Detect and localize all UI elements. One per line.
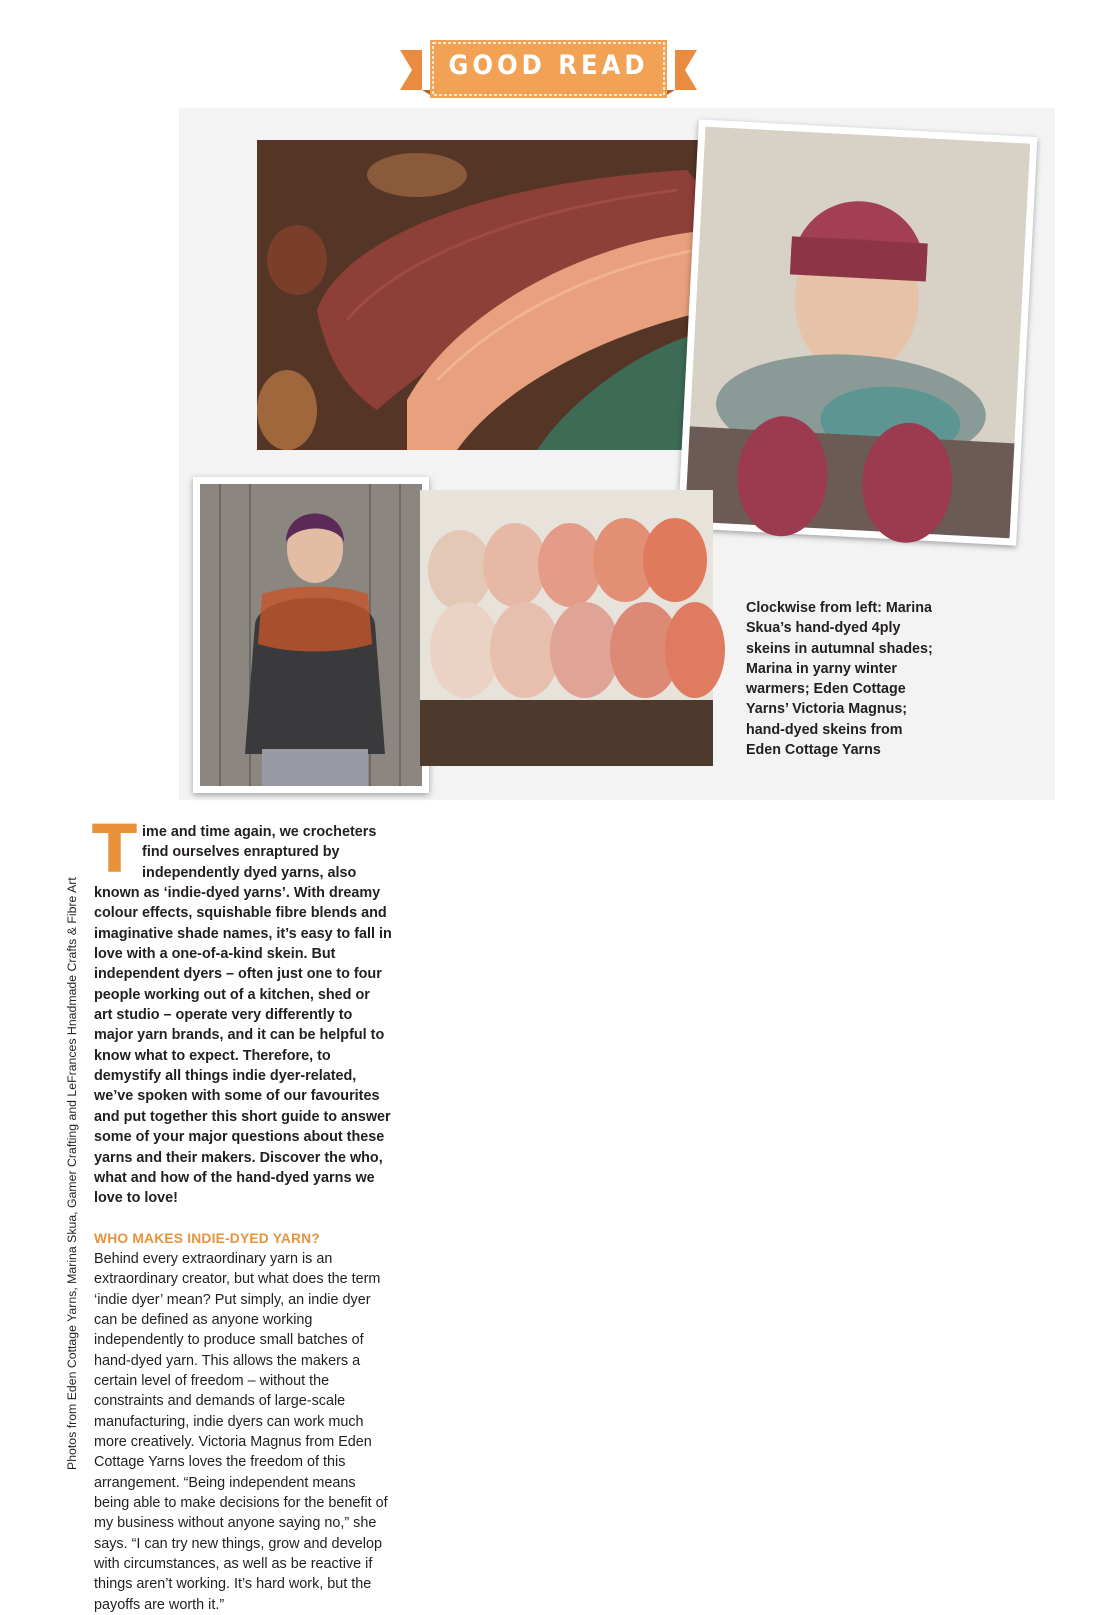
paragraph-who-makes — [94, 1249, 392, 1613]
photo-caption: Clockwise from left: Marina Skua’s hand-dyed 4ply skeins in autumnal shades; Marina in yarny winter warmers; Eden Cottage Yarns’ Victoria Magnus; hand-dyed skeins from Eden Cottage Yarns — [746, 600, 933, 759]
article-column-1 — [92, 811, 392, 1613]
drop-cap: T — [92, 811, 138, 888]
photo-eden-cottage-skeins — [420, 490, 713, 766]
photo-credit: Photos from Eden Cottage Yarns, Marina Skua, Gamer Crafting and LeFrances Hnadmade Crafts & Fibre Art — [65, 877, 79, 1470]
article-column-2 — [419, 822, 717, 944]
banner-title: GOOD READ — [448, 50, 649, 81]
good-read-banner — [400, 38, 697, 100]
photo-marina-winter-warmers — [678, 119, 1038, 545]
photo-victoria-magnus — [193, 477, 429, 793]
paragraph-1-text: Behind every extraordinary yarn is an extraordinary creator, but what does the term ‘indie dyer’ mean? Put simply, an indie dyer can be defined as anyone working independently to produce small batches of hand-dyed yarn. This allows the makers a certain level of freedom – without the constraints and demands of large-scale manufacturing, indie dyers can work much more creatively. Victoria Magnus from Eden Cottage Yarns loves the freedom of this arrangement. “Being independent means being able to make decisions for the benefit of my business without anyone saying no,” she says. “I can try new things, grow and develop with circumstances, as well as be reactive if things aren’t working. It’s hard work, but the payoffs are worth it.” — [94, 1250, 388, 1613]
photo-autumn-skeins — [257, 140, 712, 450]
paragraph-1-continued — [419, 822, 717, 944]
heading-who-makes: WHO MAKES INDIE-DYED YARN? — [94, 1230, 320, 1246]
intro-text: ime and time again, we crocheters find ourselves enraptured by independently dyed yarns, also known as ‘indie-dyed yarns’. With dreamy colour effects, squishable fibre blends and imaginative shade names, it’s easy to fall in love with a one-of-a-kind skein. But independent dyers – often just one to four people working out of a kitchen, shed or art studio – operate very differently to major yarn brands, and it can be helpful to know what to expect. Therefore, to demystify all things indie dyer-related, we’ve spoken with some of our favourites and put together this short guide to answer some of your major questions about these yarns and their makers. Discover the who, what and how of the hand-dyed yarns we love to love! — [94, 824, 392, 1207]
intro-paragraph — [92, 811, 392, 1209]
